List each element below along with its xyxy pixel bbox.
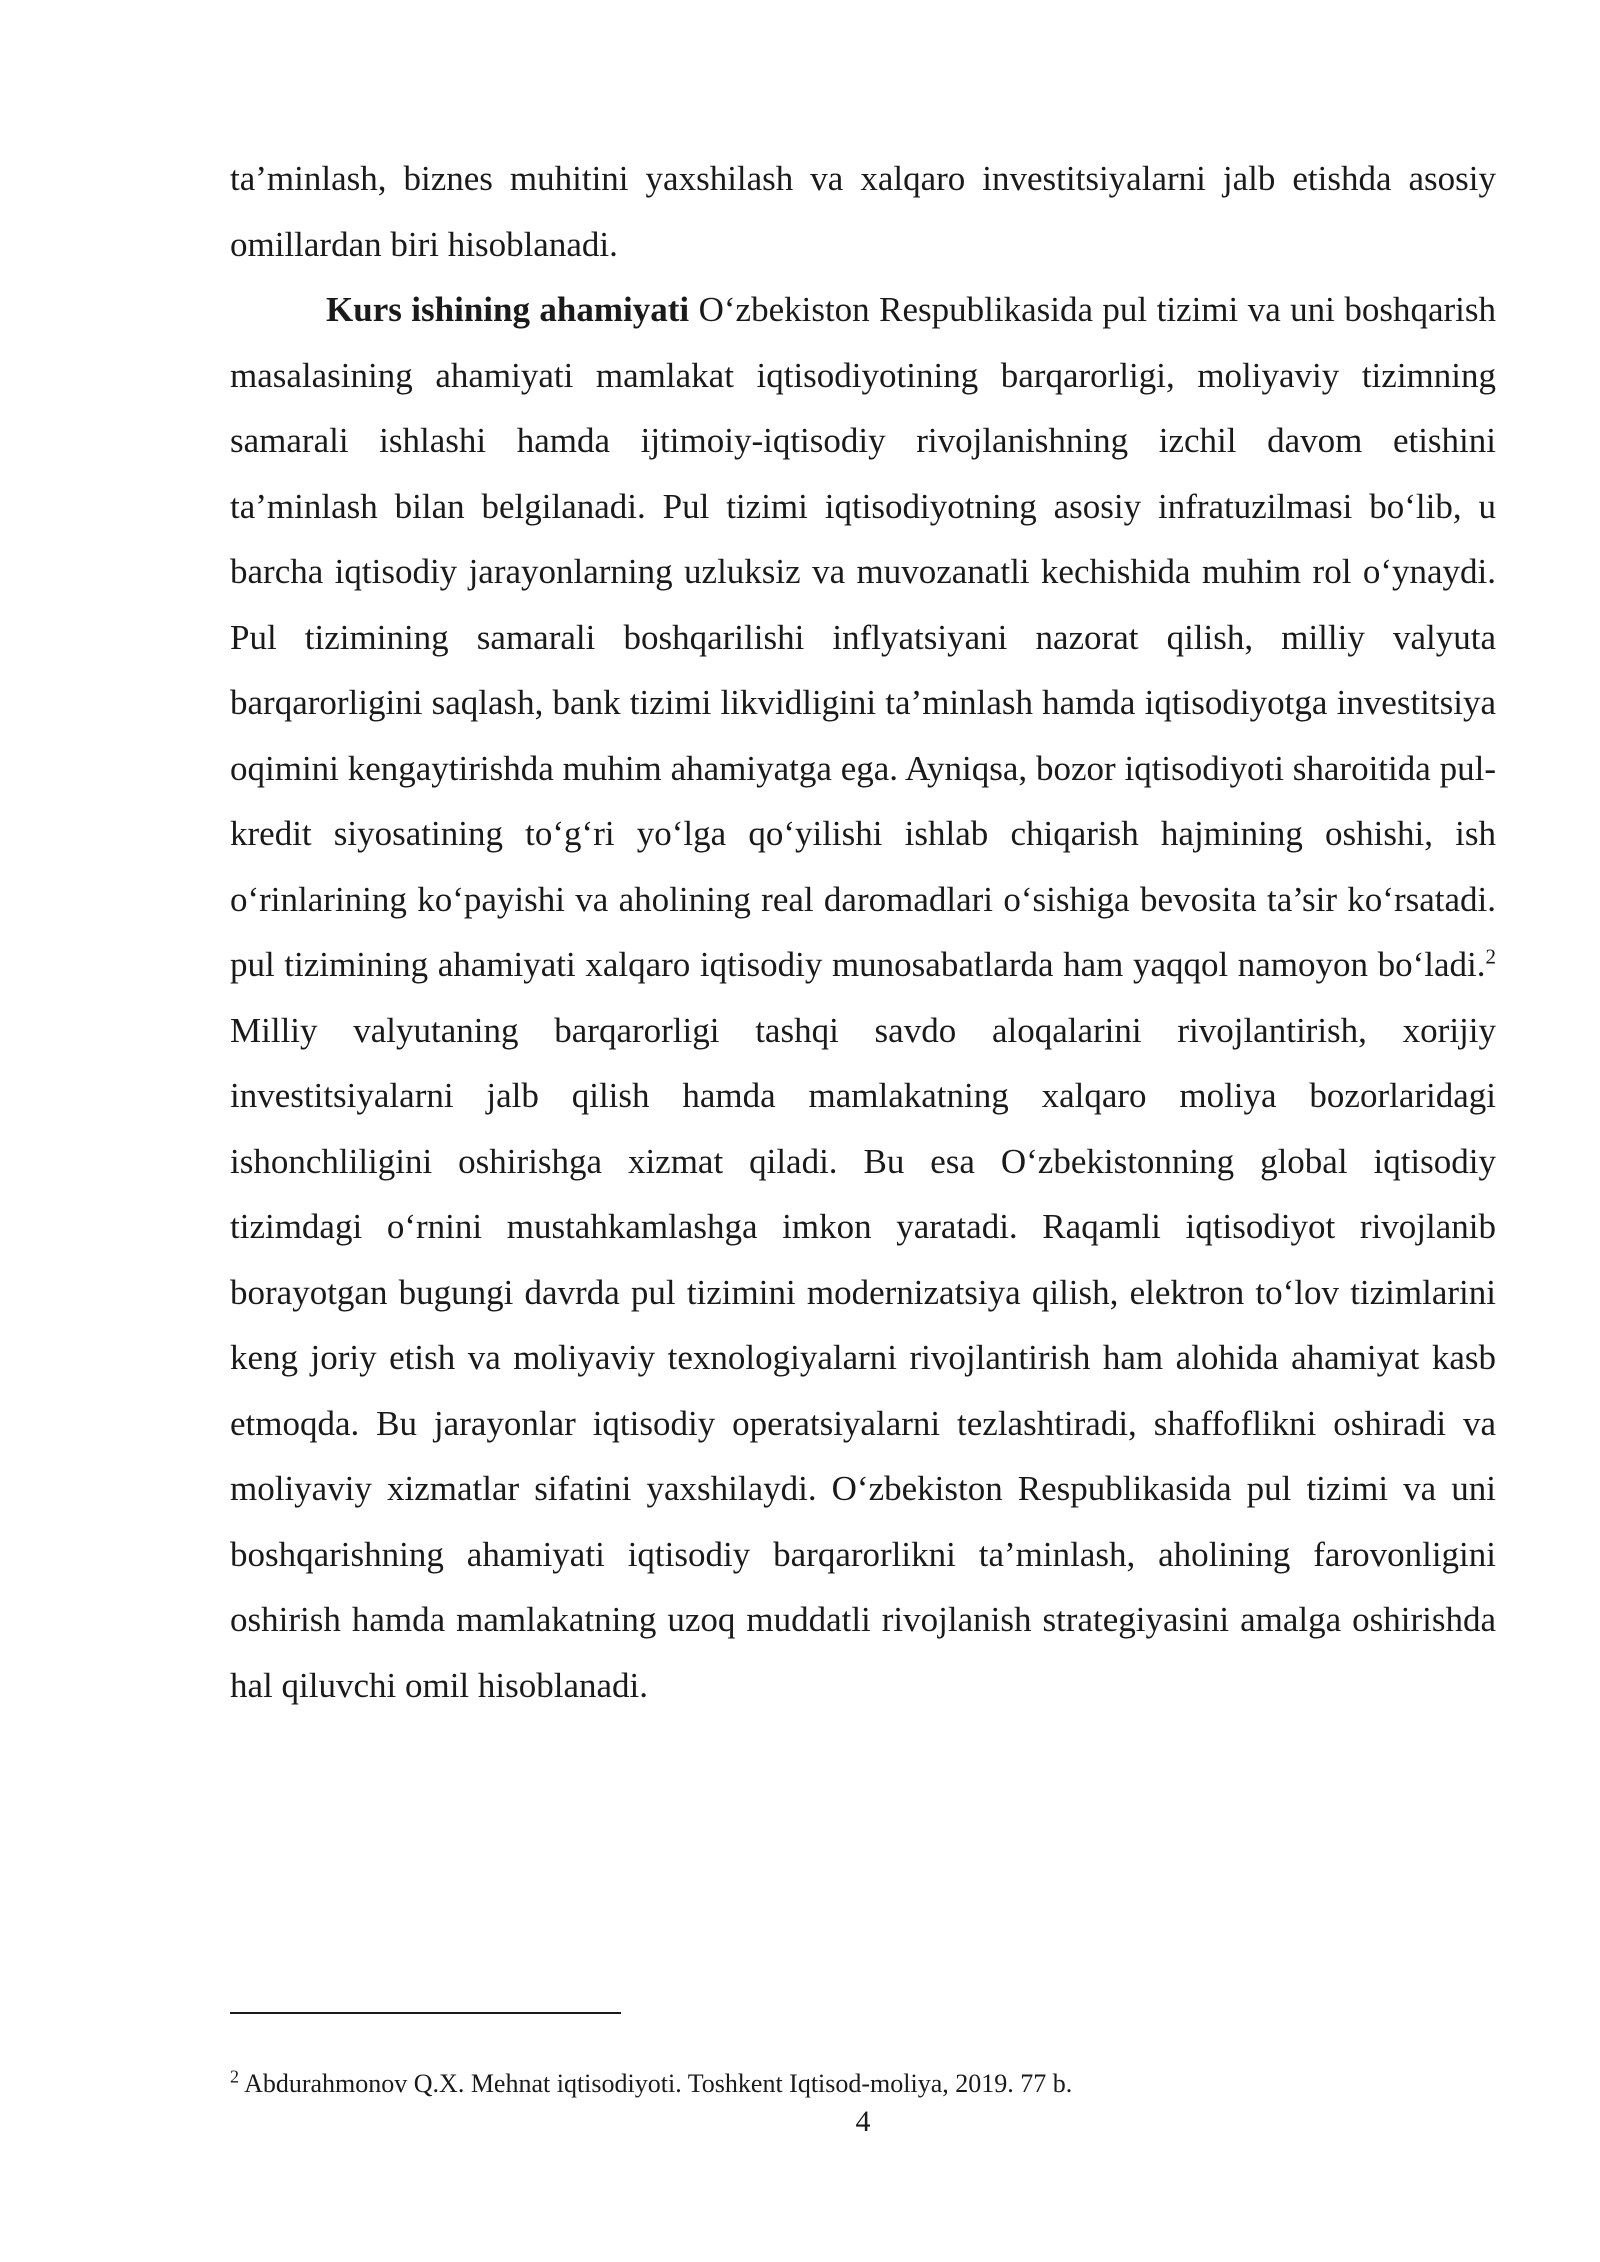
paragraph-lead-heading: Kurs ishining ahamiyati (326, 290, 690, 329)
footnote (230, 2068, 1496, 2100)
footnote-reference[interactable]: 2 (1485, 944, 1496, 969)
paragraph-significance (230, 277, 1496, 1718)
footnote-text: Abdurahmonov Q.X. Mehnat iqtisodiyoti. Toshkent Iqtisod-moliya, 2019. 77 b. (239, 2069, 1073, 2098)
footnote-separator (230, 2012, 621, 2014)
paragraph-continuation: ta’minlash, biznes muhitini yaxshilash va xalqaro investitsiyalarni jalb etishda asosiy omillardan biri hisoblanadi. (230, 159, 1496, 264)
body-text (230, 146, 1496, 1718)
paragraph-text-part-2: Milliy valyutaning barqarorligi tashqi savdo aloqalarini rivojlantirish, xorijiy investitsiyalarni jalb qilish hamda mamlakatning xalqaro moliya bozorlaridagi ishonchliligini oshirishga xizmat qiladi. Bu esa O‘zbekistonning global iqtisodiy tizimdagi o‘rnini mustahkamlashga imkon yaratadi. Raqamli iqtisodiyot rivojlanib borayotgan bugungi davrda pul tizimini modernizatsiya qilish, elektron to‘lov tizimlarini keng joriy etish va moliyaviy texnologiyalarni rivojlantirish ham alohida ahamiyat kasb etmoqda. Bu jarayonlar iqtisodiy operatsiyalarni tezlashtiradi, shaffoflikni oshiradi va moliyaviy xizmatlar sifatini yaxshilaydi. O‘zbekiston Respublikasida pul tizimi va uni boshqarishning ahamiyati iqtisodiy barqarorlikni ta’minlash, aholining farovonligini oshirish hamda mamlakatning uzoq muddatli rivojlanish strategiyasini amalga oshirishda hal qiluvchi omil hisoblanadi. (230, 1010, 1496, 1705)
paragraph-text-part-1: O‘zbekiston Respublikasida pul tizimi va uni boshqarish masalasining ahamiyati mamlakat iqtisodiyotining barqarorligi, moliyaviy tizimning samarali ishlashi hamda ijtimoiy-iqtisodiy rivojlanishning izchil davom etishini ta’minlash bilan belgilanadi. Pul tizimi iqtisodiyotning asosiy infratuzilmasi bo‘lib, u barcha iqtisodiy jarayonlarning uzluksiz va muvozanatli kechishida muhim rol o‘ynaydi. Pul tizimining samarali boshqarilishi inflyatsiyani nazorat qilish, milliy valyuta barqarorligini saqlash, bank tizimi likvidligini ta’minlash hamda iqtisodiyotga investitsiya oqimini kengaytirishda muhim ahamiyatga ega. Ayniqsa, bozor iqtisodiyoti sharoitida pul-kredit siyosatining to‘g‘ri yo‘lga qo‘yilishi ishlab chiqarish hajmining oshishi, ish o‘rinlarining ko‘payishi va aholining real daromadlari o‘sishiga bevosita ta’sir ko‘rsatadi. pul tizimining ahamiyati xalqaro iqtisodiy munosabatlarda ham yaqqol namoyon bo‘ladi. (230, 290, 1496, 984)
footnote-number: 2 (230, 2066, 239, 2087)
page-number: 4 (855, 2105, 871, 2138)
